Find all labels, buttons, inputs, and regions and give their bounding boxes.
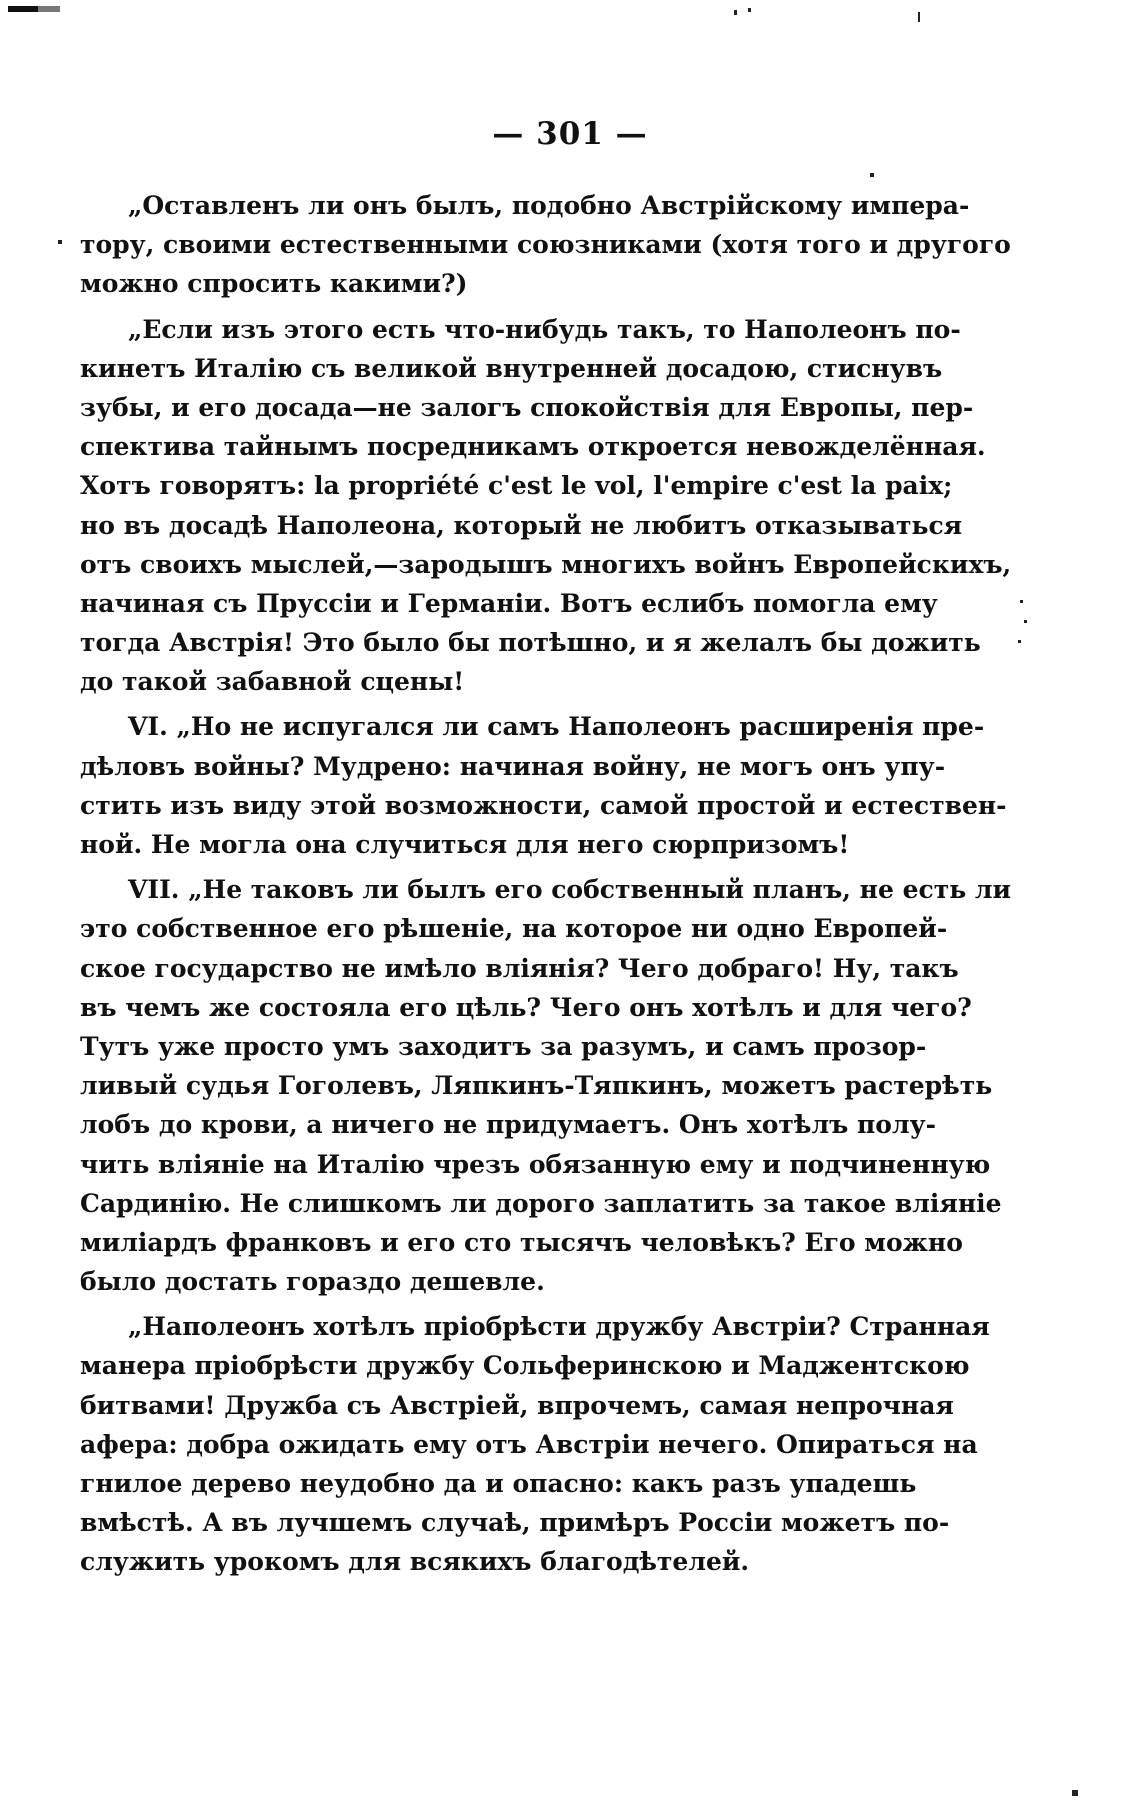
text-line: тогда Австрія! Это было бы потѣшно, и я желалъ бы дожить (80, 628, 981, 658)
scan-speck (1020, 600, 1023, 603)
text-line: зубы, и его досада—не залогъ спокойствія для Европы, пер- (80, 392, 974, 422)
scan-speck (748, 8, 751, 12)
text-line: служить урокомъ для всякихъ благодѣтелей. (80, 1547, 750, 1577)
text-line: до такой забавной сцены! (80, 667, 465, 697)
text-line: ливый судья Гоголевъ, Ляпкинъ-Тяпкинъ, можетъ растерѣть (80, 1071, 993, 1101)
text-line: дѣловъ войны? Мудрено: начиная войну, не могъ онъ упу- (80, 751, 946, 781)
text-line: ной. Не могла она случиться для него сюрпризомъ! (80, 830, 850, 859)
text-line: „Если изъ этого есть что-нибудь такъ, то Наполеонъ по- (128, 314, 961, 344)
paragraph (80, 310, 1012, 702)
scan-speck (1072, 1790, 1078, 1796)
paragraph (80, 707, 1007, 864)
text-line: лобъ до крови, а ничего не придумаетъ. Онъ хотѣлъ полу- (80, 1110, 936, 1140)
text-line: можно спросить какими?) (80, 269, 468, 299)
text-line: было достать гораздо дешевле. (80, 1267, 545, 1297)
text-line: „Оставленъ ли онъ былъ, подобно Австрійскому импера- (128, 191, 970, 220)
scan-speck (734, 10, 737, 15)
text-line: гнилое дерево неудобно да и опасно: какъ разъ упадешь (80, 1469, 917, 1498)
scan-speck (870, 173, 874, 177)
text-line: „Наполеонъ хотѣлъ пріобрѣсти дружбу Австріи? Странная (128, 1312, 990, 1342)
text-line: битвами! Дружба съ Австріей, впрочемъ, самая непрочная (80, 1390, 954, 1420)
scan-speck (1018, 640, 1021, 643)
text-line: VI. „Но не испугался ли самъ Наполеонъ расширенія пре- (128, 712, 985, 742)
text-line: Хотъ говорятъ: la propriété c'est le vol, l'empire c'est la paix; (80, 471, 953, 501)
text-line: ское государство не имѣло вліянія? Чего добраго! Ну, такъ (80, 953, 959, 983)
text-line: но въ досадѣ Наполеона, который не любитъ отказываться (80, 510, 963, 540)
text-line: тору, своими естественными союзниками (хотя того и другого (80, 230, 1011, 260)
body-text (80, 186, 1012, 1582)
text-line: вмѣстѣ. А въ лучшемъ случаѣ, примѣръ Россіи можетъ по- (80, 1508, 950, 1538)
text-line: Тутъ уже просто умъ заходитъ за разумъ, и самъ прозор- (80, 1031, 927, 1061)
text-line: начиная съ Пруссіи и Германіи. Вотъ еслибъ помогла ему (80, 588, 938, 618)
text-line: стить изъ виду этой возможности, самой простой и естествен- (80, 790, 1007, 820)
scan-speck (918, 12, 920, 22)
text-line: спектива тайнымъ посредникамъ откроется невожделённая. (80, 432, 986, 462)
text-line: отъ своихъ мыслей,—зародышъ многихъ войнъ Европейскихъ, (80, 549, 1012, 579)
text-line: это собственное его рѣшеніе, на которое ни одно Европей- (80, 914, 948, 944)
text-line: кинетъ Италію съ великой внутренней досадою, стиснувъ (80, 353, 943, 383)
scan-speck (1024, 620, 1027, 623)
paragraph (80, 870, 1012, 1301)
text-line: чить вліяніе на Италію чрезъ обязанную ему и подчиненную (80, 1149, 991, 1179)
scan-speck (58, 240, 62, 244)
paragraph (80, 186, 1011, 304)
text-line: въ чемъ же состояла его цѣль? Чего онъ хотѣлъ и для чего? (80, 992, 972, 1022)
text-line: VII. „Не таковъ ли былъ его собственный планъ, не есть ли (128, 875, 1012, 905)
text-line: манера пріобрѣсти дружбу Сольферинскою и Маджентскою (80, 1351, 970, 1381)
text-line: Сардинію. Не слишкомъ ли дорого заплатить за такое вліяніе (80, 1188, 1002, 1218)
text-line: миліардъ франковъ и его сто тысячъ человѣкъ? Его можно (80, 1227, 963, 1257)
page-number: — 301 — (492, 116, 648, 152)
scan-corner-mark (8, 6, 60, 12)
text-line: афера: добра ожидать ему отъ Австріи нечего. Опираться на (80, 1429, 978, 1459)
paragraph (80, 1307, 990, 1581)
